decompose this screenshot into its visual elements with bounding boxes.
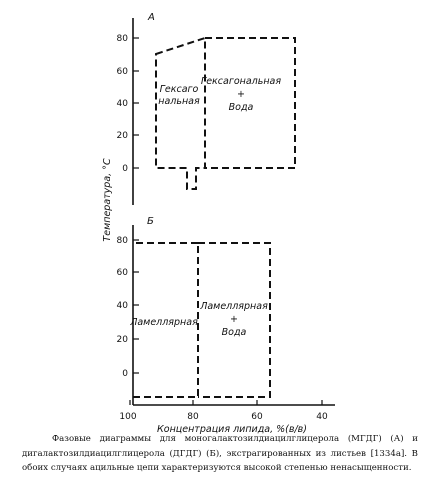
panel-b-letter: Б <box>147 216 154 227</box>
region-label-hexagonal-water: Гексагональная <box>200 76 282 87</box>
panel-a-letter: А <box>148 12 155 23</box>
region-label-hexagonal: нальная <box>158 96 200 107</box>
region-label-water: Вода <box>221 327 247 338</box>
region-label-lamellar-water: Ламеллярная <box>200 301 268 312</box>
panel-b-tick-label: 80 <box>116 236 128 246</box>
region-label-hexagonal: Гексаго <box>159 84 199 95</box>
region-label-water: Вода <box>228 102 254 113</box>
panel-a-tick-label: 80 <box>116 34 128 44</box>
region-label-plus: + <box>230 314 238 325</box>
panel-a-tick-label: 60 <box>116 67 128 77</box>
panel-b-tick-label: 0 <box>122 369 128 379</box>
panel-a-tick-label: 0 <box>122 164 128 174</box>
panel-b-tick-label: 40 <box>116 301 128 311</box>
panel-a-tick-label: 40 <box>116 99 128 109</box>
x-tick-label: 60 <box>251 412 263 422</box>
y-axis-title: Температура, °С <box>102 158 113 242</box>
x-axis-title: Концентрация липида, %(в/в) <box>157 424 307 435</box>
panel-b-tick-label: 20 <box>116 335 128 345</box>
region-label-lamellar: Ламеллярная <box>130 317 198 328</box>
x-tick-label: 100 <box>119 412 137 422</box>
x-tick-label: 40 <box>316 412 328 422</box>
hexagonal-phase-boundary <box>156 38 205 189</box>
panel-a-tick-label: 20 <box>116 131 128 141</box>
panel-b-tick-label: 60 <box>116 268 128 278</box>
region-label-plus: + <box>237 89 245 100</box>
figure-caption: Фазовые диаграммы для моногалактозилдиацилглицерола (МГДГ) (А) и дигалактозилдиацилглицерола (ДГДГ) (Б), экстрагированных из листьев [1334а]. В обоих случаях ацильные цепи характеризуются высокой степенью ненасыщенности. <box>22 434 418 473</box>
x-tick-label: 80 <box>187 412 199 422</box>
